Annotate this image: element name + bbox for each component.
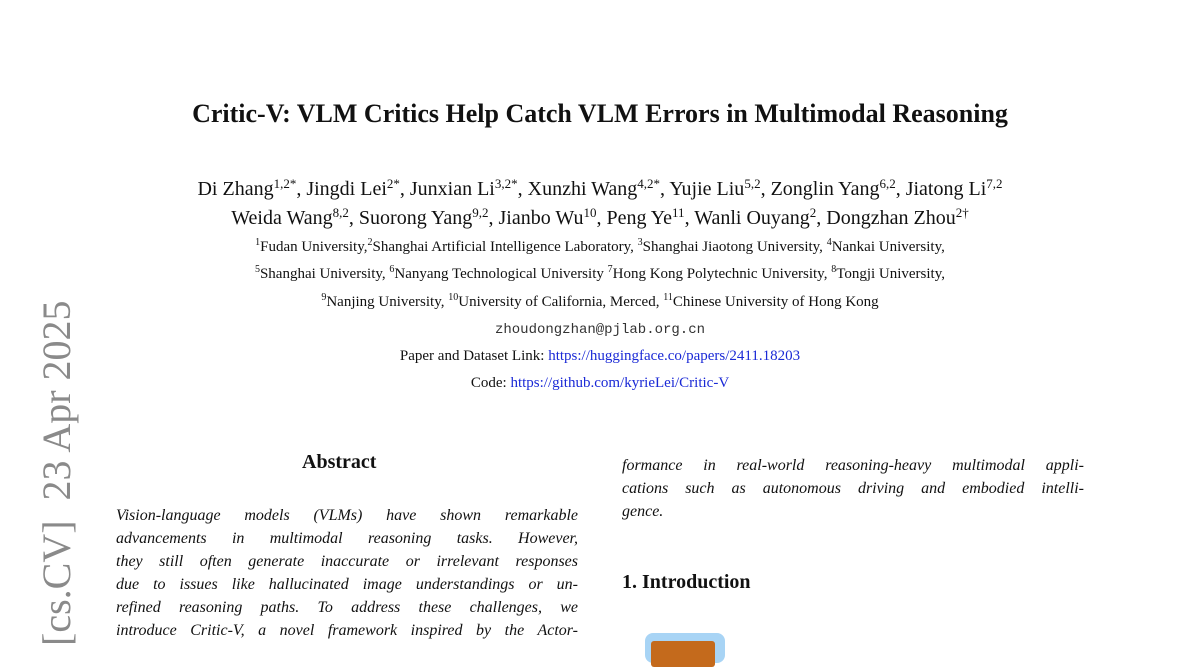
affiliation-name: Shanghai Jiaotong University, [642, 239, 827, 255]
abstract-body [116, 504, 578, 642]
author-affiliation-marker: 8,2 [332, 205, 349, 220]
author [306, 178, 400, 200]
affiliation-number: 7 [607, 264, 613, 275]
author-name: Peng Ye [606, 207, 673, 229]
affiliation-number: 6 [389, 264, 395, 275]
author-affiliation-marker: 10 [583, 205, 597, 220]
author [231, 207, 349, 229]
affiliation-name: Fudan University, [260, 239, 368, 255]
author [359, 207, 489, 229]
affiliation-name: Nankai University, [831, 239, 945, 255]
author-name: Zonglin Yang [770, 178, 880, 200]
text-line: cations such as autonomous driving and embodied intelli- [622, 480, 1084, 497]
affiliations-line3 [0, 294, 1200, 311]
author-affiliation-marker: 3,2 [494, 176, 512, 191]
arxiv-stamp-text: [cs.CV] 23 Apr 2025 [34, 300, 79, 646]
author-footnote-marker: * [393, 176, 400, 191]
abstract-heading: Abstract [302, 451, 377, 473]
author [606, 207, 684, 229]
text-line: introduce Critic-V, a novel framework inspired by the Actor- [116, 622, 578, 639]
affiliation-name: Nanjing University, [326, 294, 449, 310]
author-affiliation-marker: 7,2 [986, 176, 1003, 191]
text-line: advancements in multimodal reasoning tasks. However, [116, 530, 578, 547]
author-name: Xunzhi Wang [527, 178, 638, 200]
author-list-line1: Di Zhang$^{1,2*}$, Jingdi Lei$^{2*}$, Junxian $Li^{3,2*}$, Xunzhi Wang$^{4,2*}$, Yujie Liu$^{5,2}$, Zonglin Yang$^{6,2}$, Jiatong Li$^{7,2}$ [197, 176, 1003, 200]
author-list-line2: Weida Wang$^{8,2}$, Suorong Yang$^{9,2}$, Jianbo Wu$^{10}$, Peng Ye$^{11}$, Wanli Ouyang$^2$, Dongzhan Zhou$^{2\dagger}$ [231, 205, 969, 229]
author [410, 178, 518, 200]
author [669, 178, 760, 200]
affiliations-line1 [0, 239, 1200, 256]
author-affiliation-marker: 11 [672, 205, 685, 220]
author [906, 178, 1003, 200]
affiliations-line2 [0, 266, 1200, 283]
text-line: due to issues like hallucinated image understandings or un- [116, 576, 578, 593]
affiliation-number: 1 [255, 237, 261, 248]
author-name: Jiatong Li [905, 178, 987, 200]
affiliation-name: University of California, Merced, [458, 294, 664, 310]
author-name: Wanli Ouyang [694, 207, 810, 229]
author-name: Jingdi Lei [306, 178, 387, 200]
affiliation-number: 9 [321, 292, 327, 303]
affiliation-name: Nanyang Technological University [394, 266, 608, 282]
author [771, 178, 896, 200]
affiliation-number: 8 [831, 264, 837, 275]
code-link[interactable]: https://github.com/kyrieLei/Critic-V [510, 375, 730, 391]
affiliation-name: Hong Kong Polytechnic University, [612, 266, 832, 282]
author-name: Yujie Liu [669, 178, 745, 200]
paper-link-label: Paper and Dataset Link: [399, 348, 549, 364]
contact-email: zhoudongzhan@pjlab.org.cn [494, 322, 706, 338]
affiliation-number: 4 [826, 237, 832, 248]
code-link-line [0, 375, 1200, 392]
author-footnote-marker: * [511, 176, 518, 191]
affiliation-number: 3 [637, 237, 643, 248]
paper-link[interactable]: https://huggingface.co/papers/2411.18203 [548, 348, 801, 364]
text-line: formance in real-world reasoning-heavy multimodal appli- [622, 457, 1084, 474]
affiliation-number: 5 [254, 264, 260, 275]
right-column-text [622, 454, 1084, 523]
paper-title: Critic-V: VLM Critics Help Catch VLM Errors in Multimodal Reasoning [192, 99, 1008, 128]
author [528, 178, 660, 200]
author-name: Junxian Li [409, 178, 495, 200]
figure-image [651, 641, 715, 667]
affiliation-name: Shanghai Artificial Intelligence Laboratory, [372, 239, 638, 255]
introduction-heading: 1. Introduction [622, 571, 751, 593]
author-footnote-marker: † [962, 205, 969, 220]
paper-link-line [0, 348, 1200, 365]
figure-thumbnail [645, 633, 725, 663]
affiliation-name: Chinese University of Hong Kong [672, 294, 879, 310]
author-footnote-marker: * [653, 176, 661, 191]
author-name: Dongzhan Zhou [826, 207, 956, 229]
text-line: gence. [622, 503, 664, 520]
author-affiliation-marker: 5,2 [744, 176, 761, 191]
author-affiliation-marker: 9,2 [472, 205, 489, 220]
code-link-label: Code: [470, 375, 511, 391]
author-name: Di Zhang [197, 178, 274, 200]
author-affiliation-marker: 1,2 [273, 176, 290, 191]
affiliation-number: 10 [448, 292, 459, 303]
author-affiliation-marker: 2 [386, 176, 394, 191]
author-name: Jianbo Wu [498, 207, 584, 229]
author-name: Weida Wang [231, 207, 333, 229]
text-line: refined reasoning paths. To address these challenges, we [116, 599, 578, 616]
author-affiliation-marker: 4,2 [637, 176, 654, 191]
author-affiliation-marker: 6,2 [879, 176, 896, 191]
text-line: they still often generate inaccurate or irrelevant responses [116, 553, 578, 570]
affiliation-number: 2 [367, 237, 373, 248]
author [197, 178, 296, 200]
author [499, 207, 597, 229]
author-footnote-marker: * [289, 176, 297, 191]
author [826, 207, 968, 229]
affiliation-number: 11 [663, 292, 673, 303]
affiliation-name: Shanghai University, [259, 266, 390, 282]
author-affiliation-marker: 2 [809, 205, 817, 220]
text-line: Vision-language models (VLMs) have shown remarkable [116, 507, 578, 524]
author-affiliation-marker: 2 [955, 205, 963, 220]
author [694, 207, 816, 229]
author-name: Suorong Yang [358, 207, 473, 229]
affiliation-name: Tongji University, [836, 266, 946, 282]
